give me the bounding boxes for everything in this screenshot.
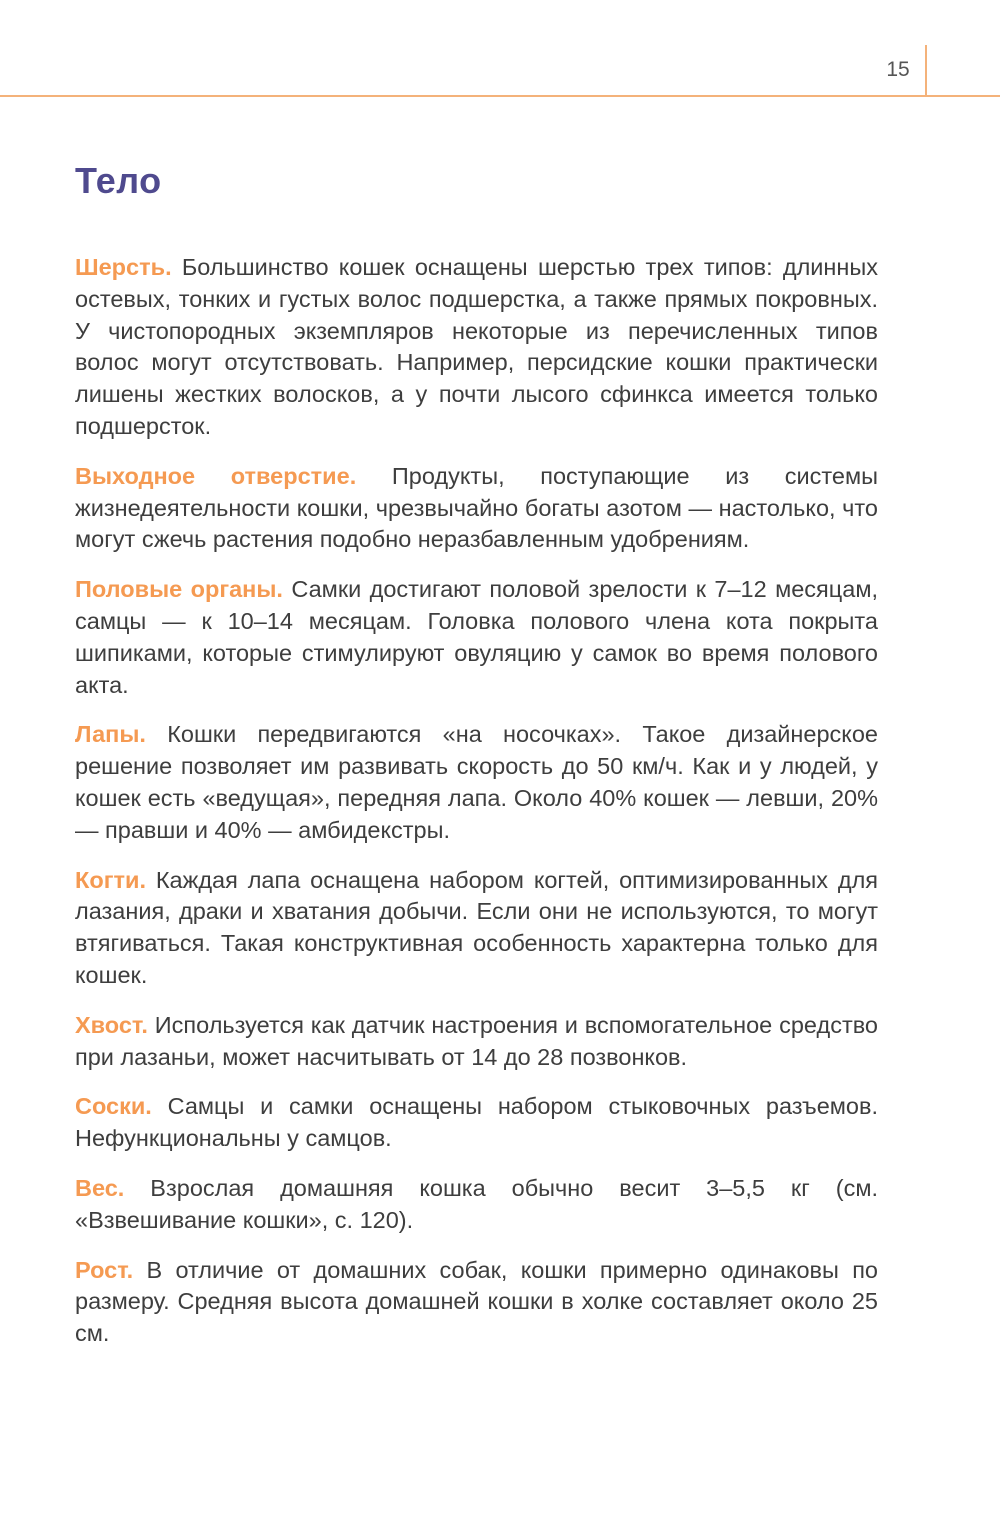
term-height: Рост. [75, 1256, 134, 1283]
term-claws: Когти. [75, 866, 146, 893]
text-nipples: Самцы и самки оснащены набором стыковочных разъемов. Нефункциональны у самцов. [75, 1093, 879, 1152]
term-outlet: Выходное отверстие. [75, 462, 357, 489]
header-tick [925, 45, 927, 97]
body-text [75, 252, 878, 1368]
paragraph-claws [75, 865, 878, 992]
page-number: 15 [886, 58, 910, 81]
paragraph-paws [75, 719, 878, 846]
term-genitals: Половые органы. [75, 576, 283, 603]
paragraph-height [75, 1255, 878, 1350]
text-fur: Большинство кошек оснащены шерстью трех типов: длинных остевых, тонких и густых волос подшерстка, а также прямых покровных. У чистопородных экземпляров некоторые из перечисленных типов волос могут отсутствовать. Например, персидские кошки практически лишены жестких волосков, а у почти лысого сфинкса имеется только подшерсток. [75, 254, 879, 439]
text-genitals: Самки достигают половой зрелости к 7–12 месяцам, самцы — к 10–14 месяцам. Головка полового члена кота покрыта шипиками, которые стимулируют овуляцию у самок во время полового акта. [75, 576, 879, 698]
header-rule [0, 95, 1000, 97]
term-fur: Шерсть. [75, 254, 172, 280]
term-nipples: Соски. [75, 1093, 152, 1120]
paragraph-nipples [75, 1091, 878, 1155]
term-tail: Хвост. [75, 1011, 148, 1038]
text-tail: Используется как датчик настроения и вспомогательное средство при лазаньи, может насчитывать от 14 до 28 позвонков. [75, 1011, 879, 1070]
paragraph-tail [75, 1010, 878, 1074]
paragraph-weight [75, 1173, 878, 1237]
text-outlet: Продукты, поступающие из системы жизнедеятельности кошки, чрезвычайно богаты азотом — настолько, что могут сжечь растения подобно неразбавленным удобрениям. [75, 462, 878, 553]
text-height: В отличие от домашних собак, кошки примерно одинаковы по размеру. Средняя высота домашней кошки в холке составляет около 25 см. [75, 1256, 878, 1347]
paragraph-fur [75, 252, 878, 443]
text-claws: Каждая лапа оснащена набором когтей, оптимизированных для лазания, драки и хватания добычи. Если они не используются, то могут втягиваться. Такая конструктивная особенность характерна только для кошек. [75, 866, 879, 988]
paragraph-genitals [75, 574, 878, 701]
paragraph-outlet [75, 461, 878, 556]
term-weight: Вес. [75, 1174, 125, 1201]
term-paws: Лапы. [75, 721, 146, 748]
text-weight: Взрослая домашняя кошка обычно весит 3–5,5 кг (см. «Взвешивание кошки», с. 120). [75, 1174, 878, 1233]
section-title: Тело [75, 160, 162, 201]
text-paws: Кошки передвигаются «на носочках». Такое дизайнерское решение позволяет им развивать скорость до 50 км/ч. Как и у людей, у кошек есть «ведущая», передняя лапа. Около 40% кошек — левши, 20% — правши и 40% — амбидекстры. [75, 721, 878, 843]
